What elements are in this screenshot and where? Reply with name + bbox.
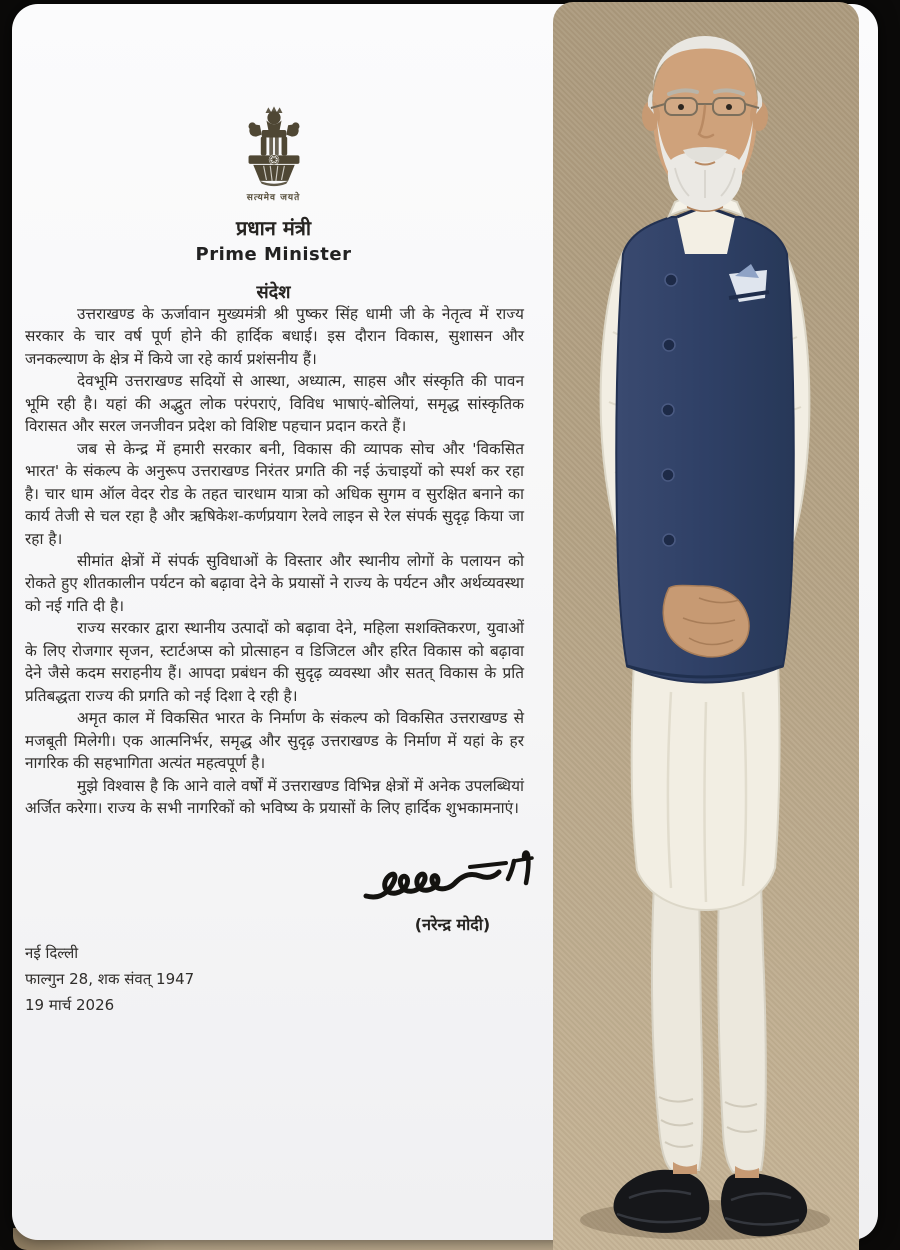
paragraph-3: जब से केन्द्र में हमारी सरकार बनी, विकास की व्यापक सोच और 'विकसित भारत' के संकल्प के अनुरूप उत्तराखण्ड निरंतर प्रगति की नई ऊंचाइयों को स्पर्श कर रहा है। चार धाम ऑल वेदर रोड के तहत चारधाम यात्रा को अधिक सुगम व सुरक्षित बनाने का कार्य तेजी से चल रहा है और ऋषिकेश-कर्णप्रयाग रेलवे लाइन से रेल संपर्क सुदृढ़ किया जा रहा है। [25, 439, 524, 548]
signed-name: (नरेन्द्र मोदी) [414, 915, 491, 934]
dateline-saka: फाल्गुन 28, शक संवत् 1947 [25, 970, 195, 988]
paragraph-4: सीमांत क्षेत्रों में संपर्क सुविधाओं के विस्तार और स्थानीय लोगों के पलायन को रोकते हुए शीतकालीन पर्यटन को बढ़ावा देने के प्रयासों ने राज्य के पर्यटन और अर्थव्यवस्था को नई गति दी है। [25, 551, 524, 615]
letterhead [25, 104, 522, 265]
title-hindi: प्रधान मंत्री [235, 216, 312, 240]
pm-photo [553, 2, 859, 1250]
document-heading: संदेश [256, 282, 291, 303]
pm-figure-illustration [553, 2, 859, 1250]
dateline [25, 940, 194, 1018]
paragraph-2: देवभूमि उत्तराखण्ड सदियों से आस्था, अध्यात्म, साहस और संस्कृति की पावन भूमि रही है। यहां की अद्भुत लोक परंपराएं, विविध भाषाएं-बोलियां, समृद्ध सांस्कृतिक विरासत और सरल जनजीवन प्रदेश को विशिष्ट पहचान प्रदान करते हैं। [25, 372, 524, 436]
signature-ink [348, 849, 558, 911]
paragraph-1: उत्तराखण्ड के ऊर्जावान मुख्यमंत्री श्री पुष्कर सिंह धामी जी के नेतृत्व में राज्य सरकार के चार वर्ष पूर्ण होने की हार्दिक बधाई। इस दौरान विकास, सुशासन और जनकल्याण के क्षेत्र में किये जा रहे कार्य प्रशंसनीय हैं। [25, 305, 524, 368]
paragraph-6: अमृत काल में विकसित भारत के निर्माण के संकल्प को विकसित उत्तराखण्ड से मजबूती मिलेगी। एक आत्मनिर्भर, समृद्ध और सुदृढ़ उत्तराखण्ड के निर्माण में यहां के हर नागरिक की सहभागिता अत्यंत महत्वपूर्ण है। [25, 709, 524, 773]
title-english: Prime Minister [195, 244, 352, 265]
letter-body [25, 303, 524, 819]
national-emblem-icon [241, 104, 307, 188]
dateline-place: नई दिल्ली [25, 944, 79, 962]
signature-block [330, 849, 575, 935]
paragraph-5: राज्य सरकार द्वारा स्थानीय उत्पादों को बढ़ावा देने, महिला सशक्तिकरण, युवाओं के लिए रोजगार सृजन, स्टार्टअप्स को प्रोत्साहन व डिजिटल और हरित विकास को बढ़ावा देने जैसे कदम सराहनीय हैं। आपदा प्रबंधन की सुदृढ़ व्यवस्था और सतत् विकास के प्रति प्रतिबद्धता राज्य की प्रगति को नई दिशा दे रही है। [25, 619, 524, 705]
emblem-motto: सत्यमेव जयते [246, 193, 301, 203]
paragraph-7: मुझे विश्वास है कि आने वाले वर्षों में उत्तराखण्ड विभिन्न क्षेत्रों में अनेक उपलब्धियां अर्जित करेगा। राज्य के सभी नागरिकों को भविष्य के प्रयासों के लिए हार्दिक शुभकामनाएं। [25, 776, 524, 817]
dateline-gregorian: 19 मार्च 2026 [25, 996, 115, 1014]
